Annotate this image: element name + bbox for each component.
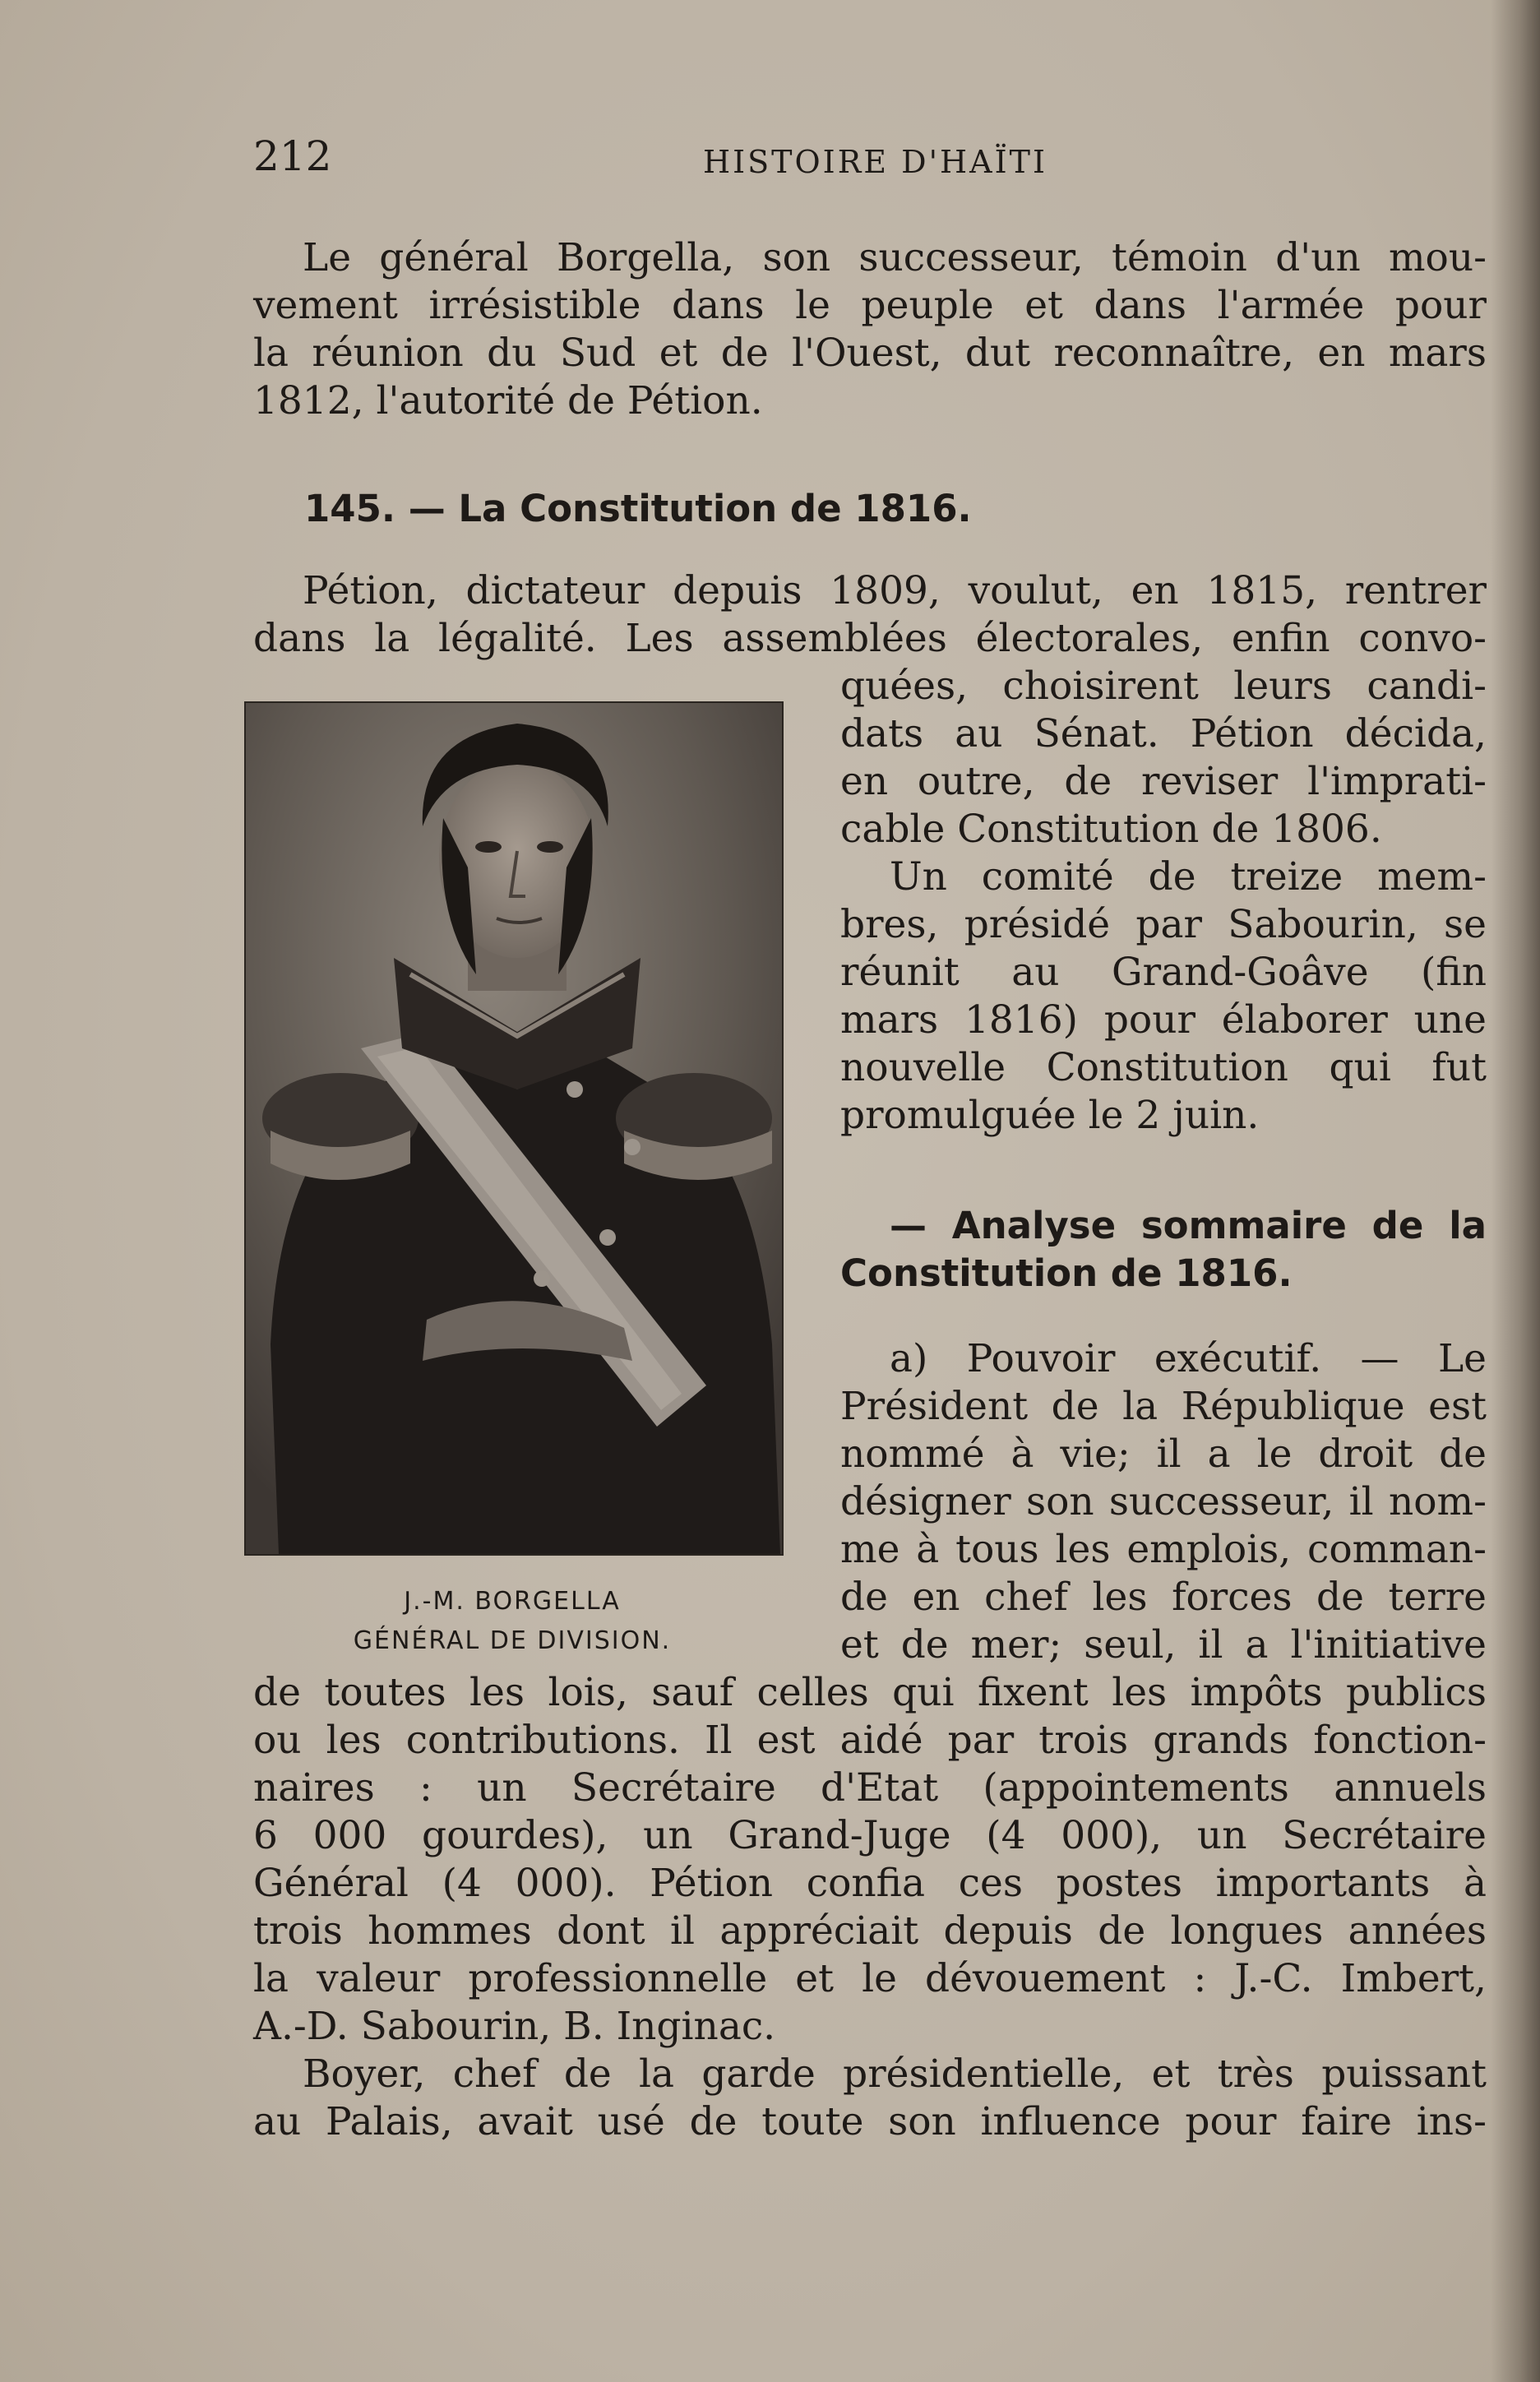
text-line: quées, choisirent leurs candi- (840, 664, 1487, 709)
text-line: promulguée le 2 juin. (840, 1093, 1260, 1138)
text-line: Général (4 000). Pétion confia ces postes importants à (253, 1861, 1487, 1906)
text-line: nouvelle Constitution qui fut (840, 1045, 1487, 1090)
text-line: au Palais, avait usé de toute son influence pour faire ins- (253, 2099, 1487, 2144)
text-line: de toutes les lois, sauf celles qui fixent les impôts publics (253, 1670, 1487, 1715)
text-line: 1812, l'autorité de Pétion. (253, 378, 763, 423)
text-line: Boyer, chef de la garde présidentielle, et très puissant (303, 2051, 1487, 2097)
subheading (840, 1202, 1487, 1297)
portrait-engraving (246, 703, 782, 1554)
text-line: dans la légalité. Les assemblées électorales, enfin convo- (253, 616, 1487, 661)
text-line: cable Constitution de 1806. (840, 807, 1382, 852)
text-line: 6 000 gourdes), un Grand-Juge (4 000), un Secrétaire (253, 1813, 1487, 1858)
paragraph-3 (840, 853, 1487, 1140)
running-title: HISTOIRE D'HAÏTI (703, 144, 1047, 180)
caption-name: J.-M. BORGELLA (404, 1587, 621, 1616)
text-line: nommé à vie; il a le droit de (840, 1432, 1487, 1477)
paragraph-1 (253, 234, 1487, 425)
portrait-image (244, 701, 784, 1556)
text-line: la réunion du Sud et de l'Ouest, dut reconnaître, en mars (253, 331, 1487, 376)
text-line: la valeur professionnelle et le dévouement : J.-C. Imbert, (253, 1956, 1487, 2001)
portrait-caption (244, 1582, 780, 1661)
caption-rank: GÉNÉRAL DE DIVISION. (353, 1626, 672, 1655)
text-line: Un comité de treize mem- (890, 854, 1487, 900)
page-gutter-shadow (1491, 0, 1540, 2382)
paragraph-5 (253, 2051, 1487, 2146)
text-line: Pétion, dictateur depuis 1809, voulut, en 1815, rentrer (303, 568, 1487, 613)
text-line: Président de la République est (840, 1384, 1487, 1429)
text-line: ou les contributions. Il est aidé par trois grands fonction- (253, 1718, 1487, 1763)
text-line: me à tous les emplois, comman- (840, 1527, 1487, 1572)
text-line: A.-D. Sabourin, B. Inginac. (253, 2004, 776, 2049)
text-line: trois hommes dont il appréciait depuis de longues années (253, 1908, 1487, 1954)
paragraph-2-wrap (840, 663, 1487, 853)
text-line: a) Pouvoir exécutif. — Le (890, 1336, 1487, 1381)
subheading-line: — Analyse sommaire de la (890, 1204, 1487, 1247)
text-line: de en chef les forces de terre (840, 1575, 1487, 1620)
subheading-line: Constitution de 1816. (840, 1251, 1293, 1295)
text-line: en outre, de reviser l'imprati- (840, 759, 1487, 804)
text-line: naires : un Secrétaire d'Etat (appointements annuels (253, 1765, 1487, 1811)
paragraph-4-continued (253, 1669, 1487, 2051)
paragraph-2 (253, 567, 1487, 663)
text-line: désigner son successeur, il nom- (840, 1479, 1487, 1524)
paragraph-4-wrap (840, 1335, 1487, 1669)
text-line: vement irrésistible dans le peuple et dans l'armée pour (253, 283, 1487, 328)
text-line: réunit au Grand-Goâve (fin (840, 950, 1487, 995)
text-line: dats au Sénat. Pétion décida, (840, 711, 1487, 756)
text-line: mars 1816) pour élaborer une (840, 997, 1487, 1043)
page-number: 212 (253, 132, 332, 180)
text-line: bres, présidé par Sabourin, se (840, 902, 1487, 947)
section-heading: 145. — La Constitution de 1816. (304, 487, 972, 530)
text-line: Le général Borgella, son successeur, témoin d'un mou- (303, 235, 1487, 280)
text-line: et de mer; seul, il a l'initiative (840, 1622, 1487, 1667)
